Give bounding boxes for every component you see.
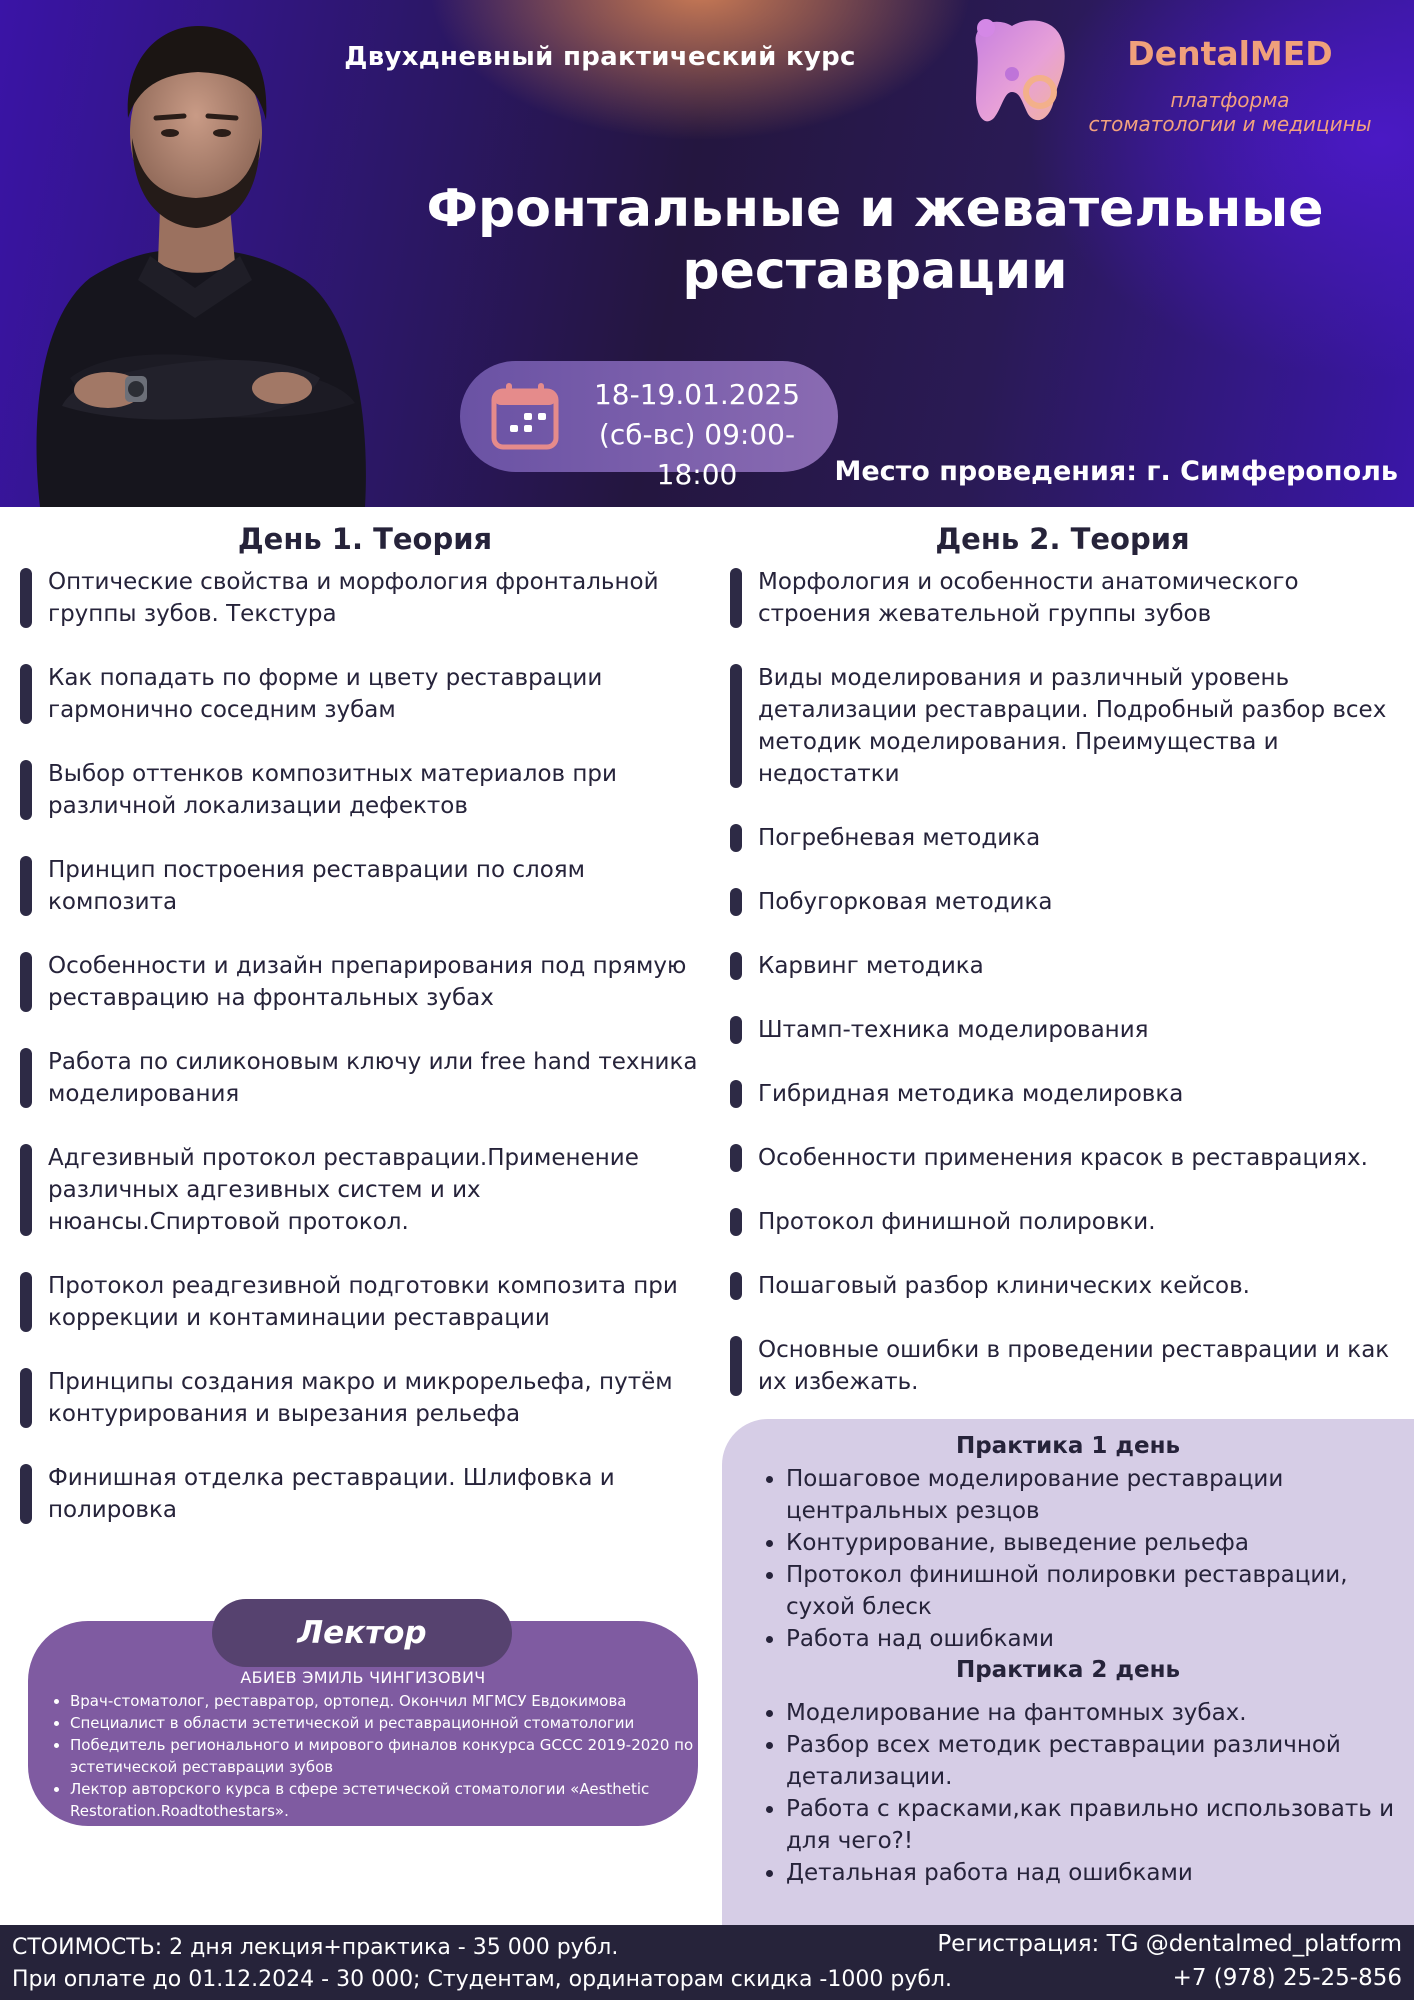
practice-day2-item: • Работа с красками,как правильно использовать и для чего?! [786, 1793, 1406, 1857]
day2-topic: Карвинг методика [728, 950, 1410, 982]
day1-topic: Особенности и дизайн препарирования под прямую реставрацию на фронтальных зубах [18, 950, 708, 1014]
course-time: (сб-вс) 09:00-18:00 [598, 418, 796, 491]
day1-topic: Финишная отделка реставрации. Шлифовка и полировка [18, 1462, 708, 1526]
calendar-icon [490, 381, 560, 451]
course-kicker: Двухдневный практический курс [344, 42, 856, 72]
course-title [400, 178, 1350, 302]
lecturer-portrait [20, 18, 380, 507]
practice-day1-item: • Работа над ошибками [786, 1623, 1406, 1655]
practice-day1-item: • Контурирование, выведение рельефа [786, 1527, 1406, 1559]
practice-day1-list [786, 1463, 1406, 1655]
practice-day2-item: • Разбор всех методик реставрации различной детализации. [786, 1729, 1406, 1793]
day1-topic: Оптические свойства и морфология фронтальной группы зубов. Текстура [18, 566, 708, 630]
date-text [564, 375, 830, 495]
day1-topic-list [18, 566, 708, 1558]
practice-day2-list [786, 1697, 1406, 1889]
logo-subtitle [1080, 88, 1380, 136]
pricing-footer [0, 1925, 1414, 2000]
course-title-line1: Фронтальные и жевательные [426, 179, 1324, 239]
lector-name: АБИЕВ ЭМИЛЬ ЧИНГИЗОВИЧ [240, 1668, 486, 1687]
day1-topic: Адгезивный протокол реставрации.Применение различных адгезивных систем и их нюансы.Спиртовой протокол. [18, 1142, 708, 1238]
logo-subtitle-line1: платформа [1170, 88, 1290, 112]
day2-topic: Побугорковая методика [728, 886, 1410, 918]
lector-credential: • Специалист в области эстетической и реставрационной стоматологии [70, 1712, 694, 1734]
lector-credential: • Лектор авторского курса в сфере эстетической стоматологии «Aesthetic Restoration.Roadtothestars». [70, 1778, 694, 1822]
date-badge [460, 361, 838, 491]
contact-phone[interactable]: +7 (978) 25-25-856 [1172, 1965, 1402, 1991]
day1-topic: Принцип построения реставрации по слоям композита [18, 854, 708, 918]
lector-credential: • Победитель регионального и мирового финалов конкурса GCCC 2019-2020 по эстетической реставрации зубов [70, 1734, 694, 1778]
discount-text: При оплате до 01.12.2024 - 30 000; Студентам, ординаторам скидка -1000 рубл. [12, 1967, 952, 1992]
logo-brand: DentalMED [1127, 34, 1333, 73]
cost-text: СТОИМОСТЬ: 2 дня лекция+практика - 35 000 рубл. [12, 1935, 619, 1960]
day2-topic: Виды моделирования и различный уровень детализации реставрации. Подробный разбор всех методик моделирования. Преимущества и недостатки [728, 662, 1410, 790]
day2-topic: Пошаговый разбор клинических кейсов. [728, 1270, 1410, 1302]
course-date: 18-19.01.2025 [593, 378, 801, 411]
course-title-line2: реставрации [682, 241, 1068, 301]
practice-day2-item: • Детальная работа над ошибками [786, 1857, 1406, 1889]
day2-title: День 2. Теория [935, 522, 1190, 556]
course-header [0, 0, 1414, 507]
lector-credential: • Врач-стоматолог, реставратор, ортопед. Окончил МГМСУ Евдокимова [70, 1690, 694, 1712]
day2-topic: Особенности применения красок в реставрациях. [728, 1142, 1410, 1174]
practice-day1-item: • Пошаговое моделирование реставрации центральных резцов [786, 1463, 1406, 1527]
day1-topic: Принципы создания макро и микрорельефа, путём контурирования и вырезания рельефа [18, 1366, 708, 1430]
day2-topic: Штамп-техника моделирования [728, 1014, 1410, 1046]
practice-panel [722, 1419, 1414, 1925]
day1-topic: Протокол реадгезивной подготовки композита при коррекции и контаминации реставрации [18, 1270, 708, 1334]
day1-topic: Выбор оттенков композитных материалов при различной локализации дефектов [18, 758, 708, 822]
practice-day1-item: • Протокол финишной полировки реставрации, сухой блеск [786, 1559, 1406, 1623]
tooth-logo-icon [962, 14, 1074, 130]
lector-credentials-list [70, 1690, 694, 1822]
day1-title: День 1. Теория [237, 522, 493, 556]
lector-badge: Лектор [212, 1599, 512, 1667]
practice-day2-title: Практика 2 день [955, 1657, 1181, 1683]
practice-day1-title: Практика 1 день [955, 1433, 1181, 1459]
dentalmed-logo [962, 12, 1382, 136]
day2-topic: Погребневая методика [728, 822, 1410, 854]
day1-topic: Как попадать по форме и цвету реставрации гармонично соседним зубам [18, 662, 708, 726]
day2-topic-list [728, 566, 1410, 1430]
day1-topic: Работа по силиконовым ключу или free hand техника моделирования [18, 1046, 708, 1110]
venue-label: Место проведения: г. Симферополь [834, 456, 1398, 487]
registration-telegram[interactable]: Регистрация: TG @dentalmed_platform [937, 1931, 1402, 1957]
day2-topic: Морфология и особенности анатомического строения жевательной группы зубов [728, 566, 1410, 630]
practice-day2-item: • Моделирование на фантомных зубах. [786, 1697, 1406, 1729]
day2-topic: Протокол финишной полировки. [728, 1206, 1410, 1238]
day2-topic: Основные ошибки в проведении реставрации и как их избежать. [728, 1334, 1410, 1398]
day2-topic: Гибридная методика моделировка [728, 1078, 1410, 1110]
logo-subtitle-line2: стоматологии и медицины [1088, 112, 1372, 136]
